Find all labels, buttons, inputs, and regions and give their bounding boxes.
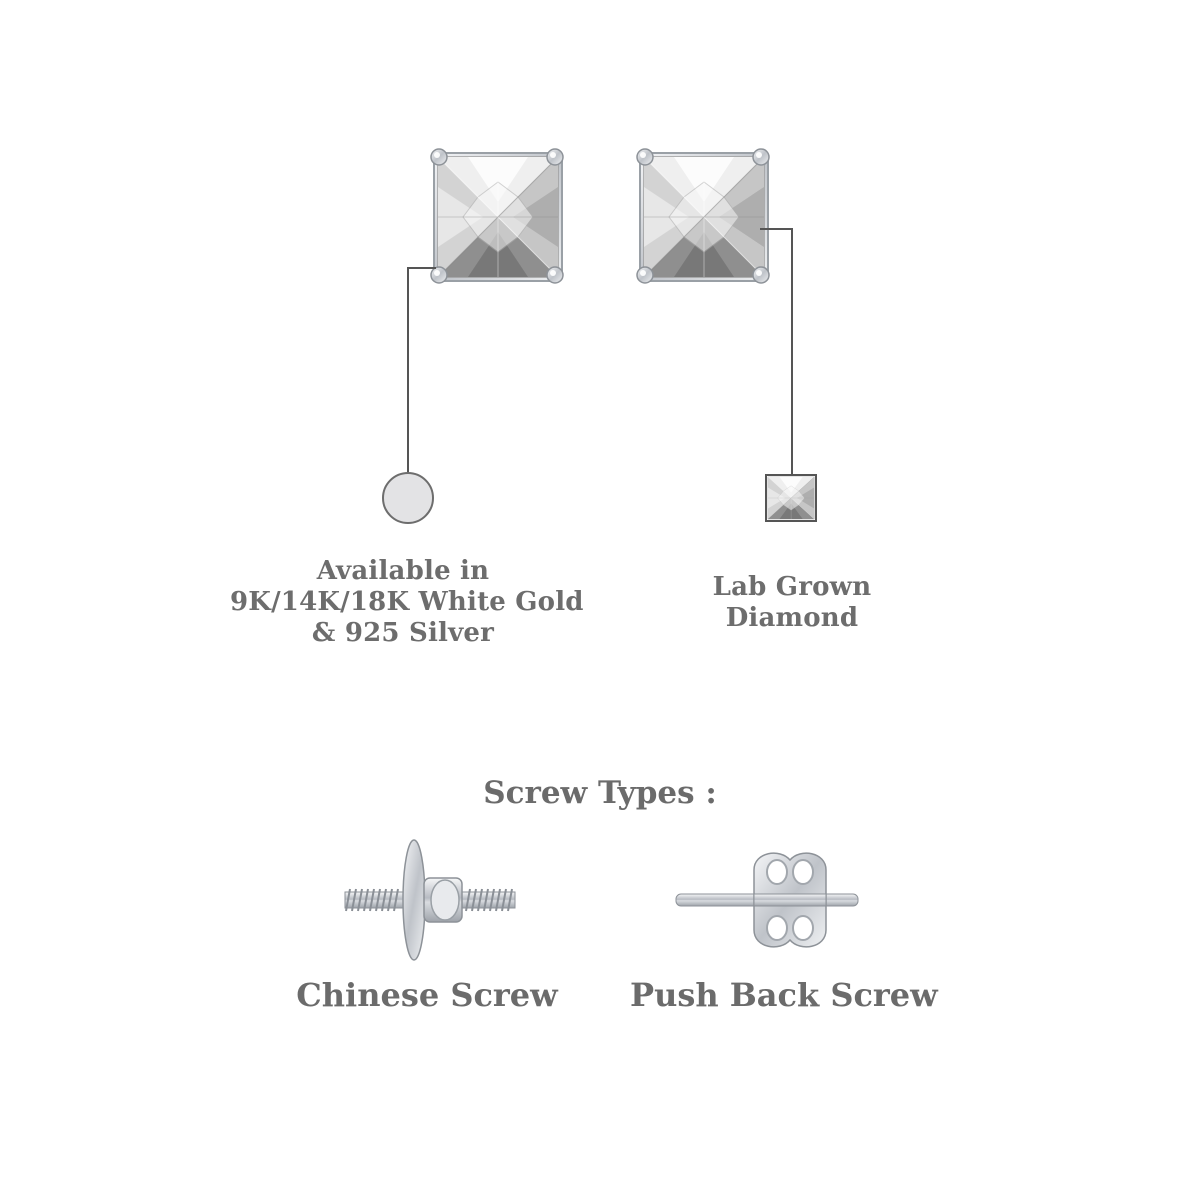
metal-swatch-icon [383,473,433,523]
metal-caption-line-2: 9K/14K/18K White Gold [230,587,584,617]
right-earring-image [637,149,769,283]
metal-caption-line-3: & 925 Silver [311,618,495,648]
screw-types-title: Screw Types : [483,775,717,811]
chinese-screw-icon [345,840,515,960]
stone-caption [680,572,904,634]
metal-caption [230,556,584,649]
diamond-thumbnail-icon [766,475,816,521]
chinese-screw-label: Chinese Screw [296,976,558,1014]
push-back-screw-icon [676,853,858,947]
stone-caption-line-2: Diamond [725,603,859,633]
metal-caption-line-1: Available in [316,556,490,586]
push-back-screw-label: Push Back Screw [630,976,938,1014]
metal-leader-line [408,268,436,475]
left-earring-image [431,149,563,283]
stone-caption-line-1: Lab Grown [712,572,872,602]
